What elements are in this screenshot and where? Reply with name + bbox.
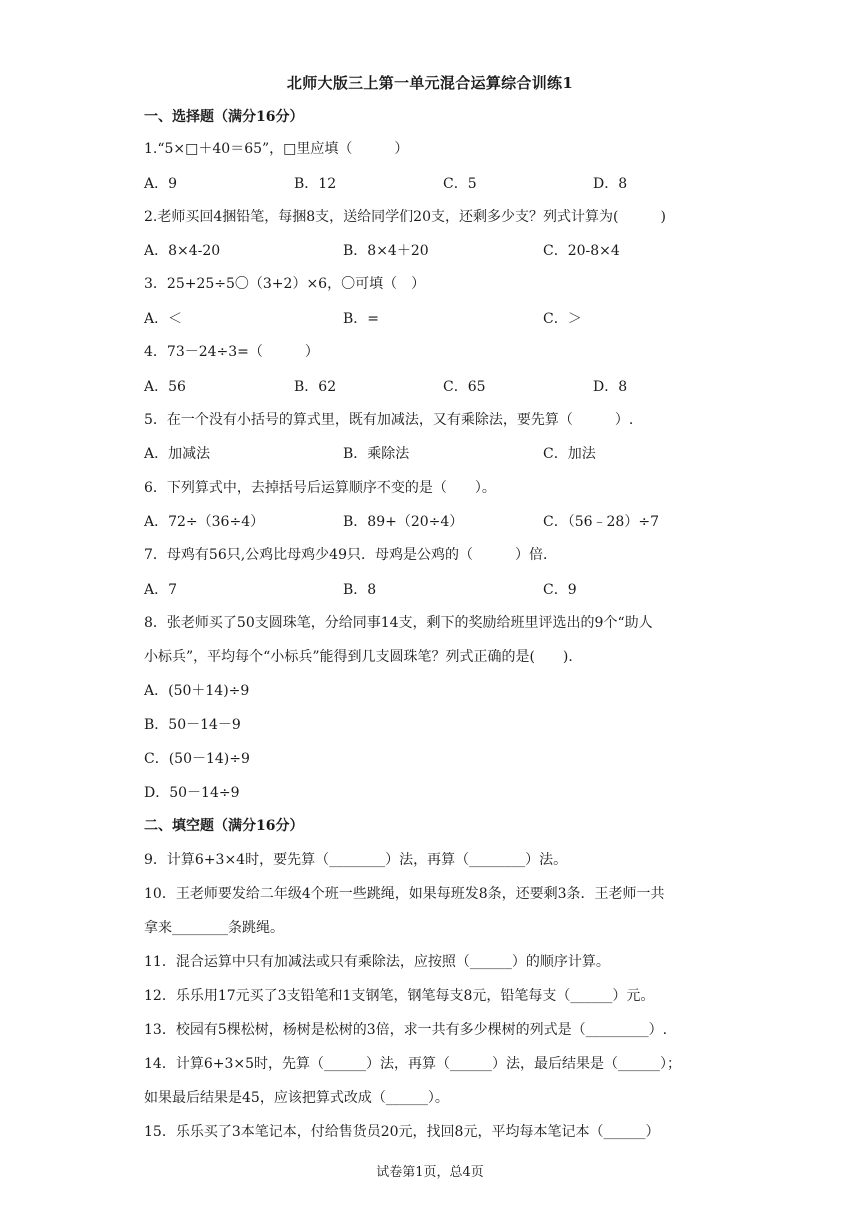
question-13: 13．校园有5棵松树，杨树是松树的3倍，求一共有多少棵树的列式是（_________）. [144, 1022, 668, 1038]
q6-option-b: B．89+（20÷4） [343, 514, 464, 530]
question-2: 2.老师买回4捆铅笔，每捆8支，送给同学们20支，还剩多少支？列式计算为( ) [144, 209, 666, 225]
section-heading-choice: 一、选择题（满分16分） [144, 109, 304, 125]
question-4: 4．73－24÷3=（ ） [144, 344, 319, 360]
q2-option-b: B．8×4＋20 [343, 243, 429, 259]
question-7: 7．母鸡有56只,公鸡比母鸡少49只．母鸡是公鸡的（ ）倍． [144, 547, 557, 563]
q4-option-c: C．65 [443, 379, 486, 395]
q4-option-d: D．8 [593, 379, 628, 395]
question-11: 11．混合运算中只有加减法或只有乘除法，应按照（______）的顺序计算。 [144, 954, 610, 970]
q5-option-b: B．乘除法 [343, 446, 410, 462]
q1-option-a: A．9 [144, 176, 178, 192]
q3-option-a: A．＜ [144, 311, 183, 327]
question-8: 8．张老师买了50支圆珠笔，分给同事14支，剩下的奖励给班里评选出的9个“助人 [144, 615, 653, 631]
q1-option-c: C．5 [443, 176, 477, 192]
question-10: 10．王老师要发给二年级4个班一些跳绳，如果每班发8条，还要剩3条．王老师一共 [144, 886, 665, 902]
q2-option-c: C．20-8×4 [543, 243, 620, 259]
q1-option-b: B．12 [294, 176, 337, 192]
question-15: 15．乐乐买了3本笔记本，付给售货员20元，找回8元，平均每本笔记本（______） [144, 1124, 660, 1140]
question-6: 6．下列算式中，去掉括号后运算顺序不变的是（ ）。 [144, 480, 496, 496]
q4-option-b: B．62 [294, 379, 337, 395]
question-10-continued: 拿来________条跳绳。 [144, 920, 284, 936]
question-12: 12．乐乐用17元买了3支铅笔和1支钢笔，钢笔每支8元，铅笔每支（______）元。 [144, 988, 655, 1004]
q6-option-a: A．72÷（36÷4） [144, 514, 265, 530]
q5-option-c: C．加法 [543, 446, 596, 462]
q7-option-a: A．7 [144, 582, 178, 598]
q7-option-b: B．8 [343, 582, 377, 598]
page-title: 北师大版三上第一单元混合运算综合训练1 [286, 74, 574, 92]
question-9: 9．计算6+3×4时，要先算（________）法，再算（________）法。 [144, 852, 568, 868]
q1-option-d: D．8 [593, 176, 628, 192]
section-heading-fill: 二、填空题（满分16分） [144, 818, 304, 834]
q8-option-a: A．(50＋14)÷9 [144, 683, 250, 699]
q2-option-a: A．8×4-20 [144, 243, 221, 259]
q5-option-a: A．加减法 [144, 446, 211, 462]
q4-option-a: A．56 [144, 379, 186, 395]
q8-option-d: D．50－14÷9 [144, 785, 240, 801]
question-8-continued: 小标兵”，平均每个“小标兵”能得到几支圆珠笔？列式正确的是( )． [144, 649, 583, 665]
q3-option-b: B．= [343, 311, 380, 327]
page-footer: 试卷第1页，总4页 [376, 1165, 484, 1180]
q3-option-c: C．＞ [543, 311, 582, 327]
question-1: 1.“5×□＋40＝65”，□里应填（ ） [144, 141, 409, 157]
q7-option-c: C．9 [543, 582, 577, 598]
question-14-continued: 如果最后结果是45，应该把算式改成（______）。 [144, 1090, 449, 1106]
question-3: 3．25+25÷5〇（3+2）×6，〇可填（ ） [144, 276, 426, 292]
q8-option-b: B．50－14－9 [144, 717, 241, 733]
q6-option-c: C．（56﹣28）÷7 [543, 514, 659, 530]
question-5: 5．在一个没有小括号的算式里，既有加减法，又有乘除法，要先算（ ）. [144, 412, 634, 428]
q8-option-c: C．(50－14)÷9 [144, 751, 250, 767]
question-14: 14．计算6+3×5时，先算（______）法，再算（______）法，最后结果是（______）； [144, 1056, 681, 1072]
